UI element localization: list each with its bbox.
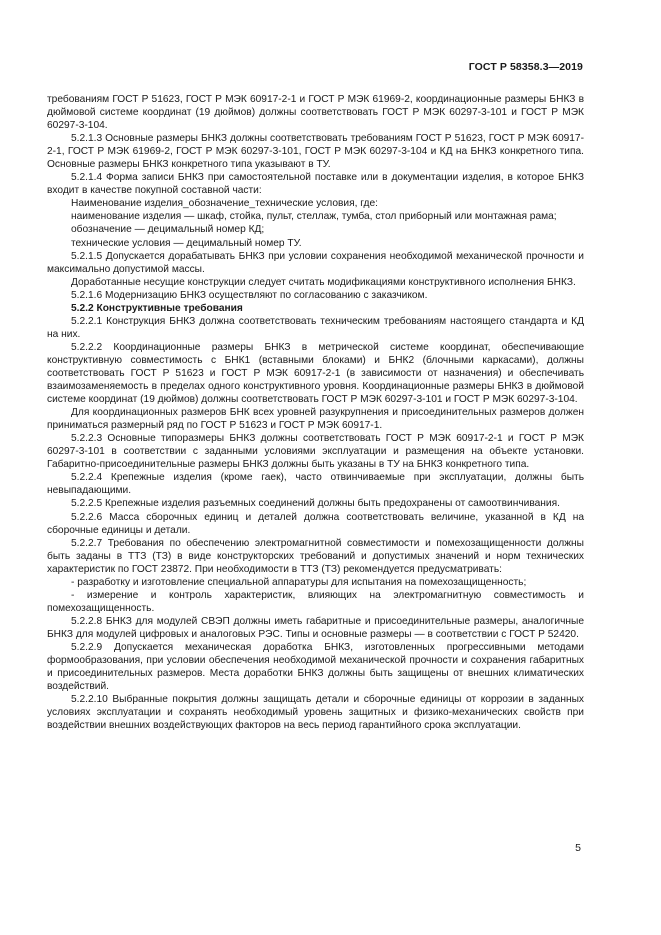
paragraph-continuation: требованиям ГОСТ Р 51623, ГОСТ Р МЭК 60917-2-1 и ГОСТ Р МЭК 61969-2, координационные размеры БНКЗ в дюймовой системе координат (19 дюймов) должны соответствовать ГОСТ Р МЭК 60297-3-101 и ГОСТ Р МЭК 60297-3-104. — [47, 94, 584, 132]
paragraph-5-2-2-9: 5.2.2.9 Допускается механическая доработка БНКЗ, изготовленных прогрессивными методами формообразования, при условии обеспечения необходимой механической прочности и сохранения габаритных и присоединительных размеров. Места доработки БНКЗ должны быть защищены от внешних климатических воздействий. — [47, 641, 584, 693]
section-heading-5-2-2: 5.2.2 Конструктивные требования — [71, 302, 243, 314]
paragraph-specs-definition: технические условия — децимальный номер ТУ. — [71, 237, 302, 249]
document-body — [47, 93, 584, 732]
paragraph-record-form: Наименование изделия_обозначение_технические условия, где: — [71, 198, 378, 210]
paragraph-5-2-2-8: 5.2.2.8 БНКЗ для модулей СВЭП должны иметь габаритные и присоединительные размеры, аналогичные БНКЗ для модулей цифровых и аналоговых РЭС. Типы и основные размеры — в соответствии с ГОСТ Р 52420. — [47, 615, 584, 640]
paragraph-5-2-2-5: 5.2.2.5 Крепежные изделия разъемных соединений должны быть предохранены от самоотвинчивания. — [71, 498, 560, 510]
paragraph-designation-definition: обозначение — децимальный номер КД; — [71, 224, 265, 236]
document-header-id: ГОСТ Р 58358.3—2019 — [468, 61, 583, 73]
paragraph-size-series: Для координационных размеров БНК всех уровней разукрупнения и присоединительных размеров должен приниматься размерный ряд по ГОСТ Р 51623 и ГОСТ Р МЭК 60917-1. — [47, 407, 584, 432]
paragraph-5-2-2-10: 5.2.2.10 Выбранные покрытия должны защищать детали и сборочные единицы от коррозии в заданных условиях эксплуатации и сохранять необходимый уровень защитных и физико-механических свойств при воздействии внешних воздействующих факторов на весь период гарантийного срока эксплуатации. — [47, 694, 584, 732]
list-item-equipment: - разработку и изготовление специальной аппаратуры для испытания на помехозащищенность; — [71, 576, 527, 588]
paragraph-5-2-2-7: 5.2.2.7 Требования по обеспечению электромагнитной совместимости и помехозащищенности должны быть заданы в ТТЗ (ТЗ) в виде конструкторских требований и допустимых значений и норм технических характеристик по ГОСТ 23872. При необходимости в ТТЗ (ТЗ) рекомендуется предусматривать: — [47, 537, 584, 575]
paragraph-modifications: Доработанные несущие конструкции следует считать модификациями конструктивного исполнения БНКЗ. — [71, 276, 576, 288]
paragraph-5-2-1-5: 5.2.1.5 Допускается дорабатывать БНКЗ при условии сохранения необходимой механической прочности и максимально допустимой массы. — [47, 250, 584, 275]
list-item-measurement: - измерение и контроль характеристик, влияющих на электромагнитную совместимость и помехозащищенность. — [47, 589, 584, 614]
paragraph-5-2-2-4: 5.2.2.4 Крепежные изделия (кроме гаек), часто отвинчиваемые при эксплуатации, должны быть невыпадающими. — [47, 472, 584, 497]
paragraph-5-2-2-6: 5.2.2.6 Масса сборочных единиц и деталей должна соответствовать величине, указанной в КД на сборочные единицы и детали. — [47, 511, 584, 536]
paragraph-5-2-1-4: 5.2.1.4 Форма записи БНКЗ при самостоятельной поставке или в документации изделия, в которое БНКЗ входит в качестве покупной составной части: — [47, 172, 584, 197]
paragraph-5-2-2-3: 5.2.2.3 Основные типоразмеры БНКЗ должны соответствовать ГОСТ Р МЭК 60917-2-1 и ГОСТ Р МЭК 60297-3-101 в соответствии с заданными условиями эксплуатации и размещения на объекте установки. Габаритно-присоединительные размеры БНКЗ должны быть указаны в ТУ на БНКЗ конкретного типа. — [47, 433, 584, 471]
paragraph-5-2-2-1: 5.2.2.1 Конструкция БНКЗ должна соответствовать техническим требованиям настоящего стандарта и КД на них. — [47, 315, 584, 340]
page-number: 5 — [575, 842, 581, 854]
paragraph-5-2-2-2: 5.2.2.2 Координационные размеры БНКЗ в метрической системе координат, обеспечивающие конструктивную совместимость с БНК1 (вставными блоками) и БНК2 (блочными каркасами), должны соответствовать ГОСТ Р 51623 и ГОСТ Р МЭК 60917-2-1 (в зависимости от назначения) и обеспечивать взаимозаменяемость в пределах одного конструктивного уровня. Координационные размеры БНКЗ в дюймовой системе координат (19 дюймов) должны соответствовать ГОСТ Р МЭК 60297-3-101 и ГОСТ Р МЭК 60297-3-104. — [47, 341, 584, 406]
paragraph-item-name-definition: наименование изделия — шкаф, стойка, пульт, стеллаж, тумба, стол приборный или монтажная рама; — [71, 211, 557, 223]
paragraph-5-2-1-3: 5.2.1.3 Основные размеры БНКЗ должны соответствовать требованиям ГОСТ Р 51623, ГОСТ Р МЭК 60917-2-1, ГОСТ Р МЭК 61969-2, ГОСТ Р МЭК 60297-3-101, ГОСТ Р МЭК 60297-3-104 и КД на БНКЗ конкретного типа. Основные размеры БНКЗ конкретного типа указывают в ТУ. — [47, 133, 584, 171]
paragraph-5-2-1-6: 5.2.1.6 Модернизацию БНКЗ осуществляют по согласованию с заказчиком. — [71, 289, 428, 301]
